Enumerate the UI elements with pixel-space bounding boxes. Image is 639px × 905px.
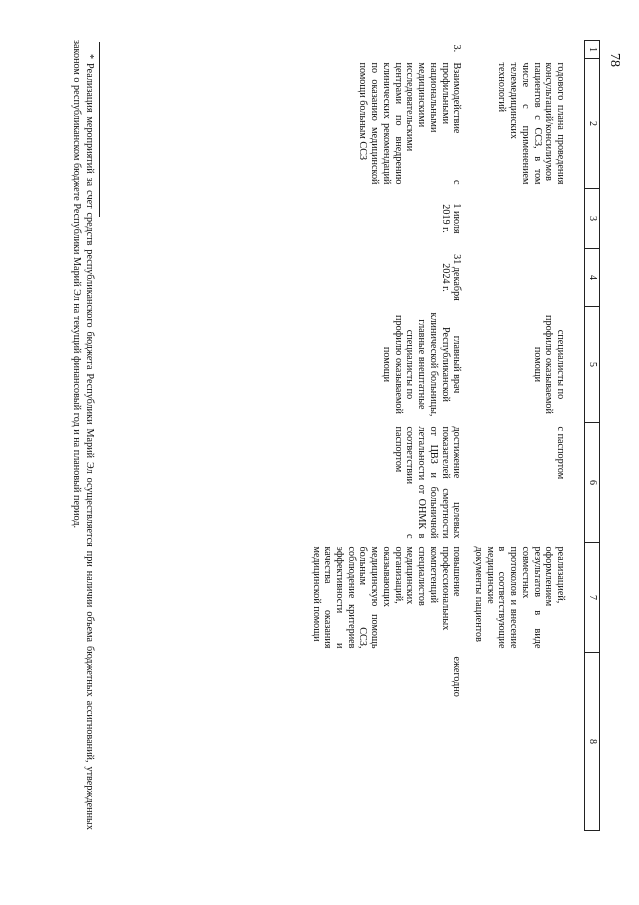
start-date-cell [464,189,584,249]
result-cell: реализацией, оформлением результатов в виде совместных протоколов и внесение в соответствующие медицинские документы пациентов [472,546,566,649]
rotated-landscape-content [40,40,600,865]
end-date-cell: 31 декабря 2024 г. [439,254,463,301]
header-cell-4: 4 [585,249,600,307]
header-cell-1: 1 [585,41,600,59]
header-cell-2: 2 [585,59,600,189]
row-number [464,41,584,59]
footnote-divider [99,42,100,217]
period-cell: ежегодно [451,656,463,697]
responsible-cell: главный врач Республиканской клинической больницы, главные внештатные специалисты по профилю оказываемой помощи [380,312,463,417]
row-number: 3. [451,44,463,53]
table-row [464,41,584,831]
header-cell-6: 6 [585,423,600,543]
indicator-cell: с паспортом [555,426,566,480]
result-cell: повышение профессиональных компетенций специалистов медицинских организаций, оказывающих медицинскую помощь больным ССЗ, соблюдение критериев эффективности и качества оказания медицинской помощи [310,546,463,649]
table-header-row [585,41,600,831]
activity-cell: Взаимодействие с профильными национальными медицинскими исследовательскими центрами по внедрению клинических рекомендаций по оказанию медицинской помощи больным ССЗ [357,62,463,185]
period-cell [464,653,584,831]
header-cell-8: 8 [585,653,600,831]
header-cell-3: 3 [585,189,600,249]
activity-cell: годового плана проведения консультаций/консилиумов пациентов с ССЗ, в том числе с применением телемедицинских технологий [496,62,566,185]
page-number: 78 [607,53,622,67]
end-date-cell [464,249,584,307]
start-date-cell: 1 июля 2019 г. [439,203,463,234]
header-cell-5: 5 [585,307,600,423]
table-row [308,41,464,831]
measures-table [308,40,600,831]
responsible-cell: специалисты по профилю оказываемой помощи [531,315,566,414]
header-cell-7: 7 [585,543,600,653]
indicator-cell: достижение целевых показателей смертности от ЦВЗ и больничной летальности от ОНМК в соответствии с паспортом [392,426,463,539]
footnote: * Реализация мероприятий за счет средств республиканского бюджета Республики Марий Эл осуществляется при наличии объема бюджетных ассигнований, утвержденных законом о республиканском бюджете Республики Марий Эл на текущий финансовый год и на плановый период. [70,40,95,830]
